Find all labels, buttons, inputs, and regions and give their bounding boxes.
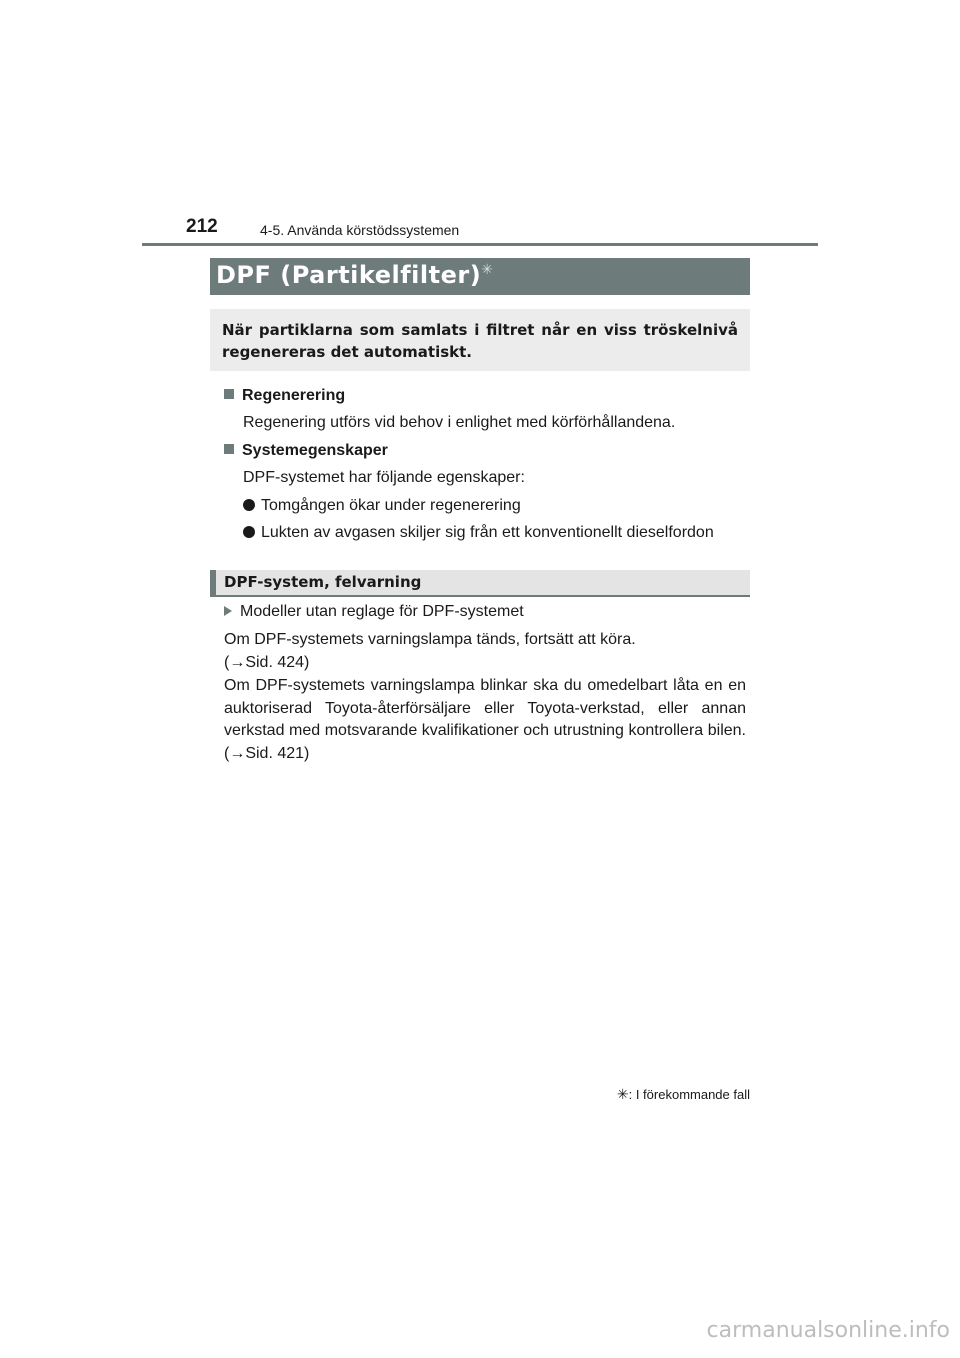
- triangle-right-icon: [224, 606, 232, 616]
- page-number: 212: [186, 216, 218, 237]
- model-note: Modeller utan reglage för DPF-systemet: [224, 603, 524, 621]
- header-divider: [142, 243, 818, 246]
- circle-bullet-icon: [243, 499, 255, 511]
- watermark: carmanualsonline.info: [706, 1318, 950, 1343]
- regeneration-text: Regenering utförs vid behov i enlighet med körförhållandena.: [243, 414, 676, 431]
- warning-paragraph-1: Om DPF-systemets varningslampa tänds, fortsätt att köra. (→Sid. 424): [224, 631, 636, 671]
- square-bullet-icon: [224, 444, 234, 454]
- subsection-heading: DPF-system, felvarning: [224, 573, 422, 591]
- subsection-accent: [210, 570, 216, 595]
- list-item: Lukten av avgasen skiljer sig från ett konventionellt dieselfordon: [243, 524, 714, 542]
- warning-paragraph-2: Om DPF-systemets varningslampa blinkar ska du omedelbart låta en en auktoriserad Toyota-återförsäljare eller Toyota-verkstad, eller annan verkstad med motsvarande kvalifikationer och utrustning kontrollera bilen. (→Sid. 421): [224, 677, 746, 762]
- square-bullet-icon: [224, 389, 234, 399]
- list-item: Tomgången ökar under regenerering: [243, 497, 521, 515]
- circle-bullet-icon: [243, 526, 255, 538]
- subsection-bar: [210, 570, 750, 597]
- page-header: [186, 216, 816, 244]
- regeneration-heading: Regenerering: [224, 387, 345, 405]
- page-title: DPF (Partikelfilter)✳: [216, 261, 494, 289]
- section-title: 4-5. Använda körstödssystemen: [260, 222, 460, 238]
- intro-box: [210, 309, 750, 371]
- properties-lead: DPF-systemet har följande egenskaper:: [243, 469, 525, 486]
- footnote: ✳: I förekommande fall: [616, 1086, 750, 1102]
- properties-heading: Systemegenskaper: [224, 442, 388, 460]
- title-bar: [210, 258, 750, 295]
- intro-text: När partiklarna som samlats i filtret når en viss tröskelnivå regenereras det automatiskt.: [222, 321, 738, 361]
- asterisk-icon: ✳: [616, 1086, 629, 1102]
- asterisk-icon: ✳: [481, 262, 494, 278]
